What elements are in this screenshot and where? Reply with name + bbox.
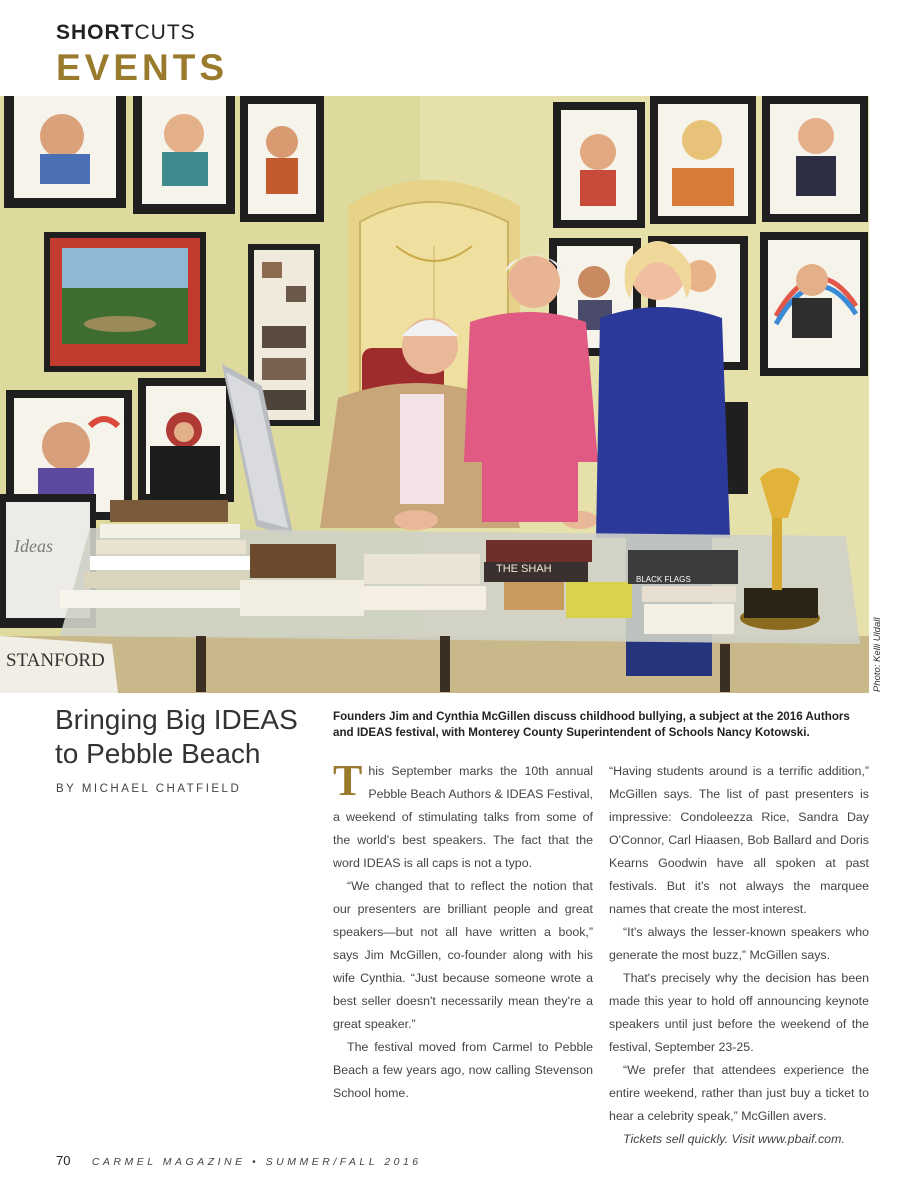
book-shah-title: THE SHAH xyxy=(496,563,552,575)
floor xyxy=(0,636,869,693)
page-footer xyxy=(56,1153,422,1168)
tickets-note: Tickets sell quickly. Visit www.pbaif.com. xyxy=(623,1132,845,1146)
frame-right-6 xyxy=(760,232,868,376)
headline-line-2: to Pebble Beach xyxy=(55,738,261,769)
paragraph-3: The festival moved from Carmel to Pebble Beach a few years ago, now calling Stevenson School home. xyxy=(333,1040,593,1100)
body-column-2 xyxy=(609,760,869,1151)
paragraph-1-text: his September marks the 10th annual Pebble Beach Authors & IDEAS Festival, a weekend of stimulating talks from some of the world's best speakers. The fact that the word IDEAS is all caps is not a typo. xyxy=(333,764,593,870)
section-title: EVENTS xyxy=(56,47,229,88)
frame-golf xyxy=(44,232,206,372)
photo-credit xyxy=(872,617,886,692)
paragraph-1 xyxy=(333,756,593,875)
newspaper-text: STANFORD xyxy=(6,650,105,671)
frame-top-left-3 xyxy=(240,96,324,222)
photo-illustration xyxy=(0,96,869,693)
kicker-light: CUTS xyxy=(134,21,196,44)
page-number: 70 xyxy=(56,1153,71,1168)
feature-photo xyxy=(0,96,869,693)
kicker-bold: SHORT xyxy=(56,21,135,44)
paragraph-2: “We changed that to reflect the notion that our presenters are brilliant people and great speakers—but not all have written a book,” says Jim McGillen, co-founder along with his wife Cynthia. “Just because someone wrote a best seller doesn't necessarily mean they're a great speaker.” xyxy=(333,879,593,1031)
section-header xyxy=(56,22,228,86)
paragraph-7: “We prefer that attendees experience the entire weekend, rather than just buy a ticket to hear a celebrity speak,” McGillen avers. xyxy=(609,1063,869,1123)
frame-top-left-2 xyxy=(133,96,235,214)
frame-right-1 xyxy=(553,102,645,228)
frame-right-3 xyxy=(762,96,868,222)
headline-line-1: Bringing Big IDEAS xyxy=(55,704,298,735)
ideas-frame-text: Ideas xyxy=(14,536,53,556)
frame-right-2 xyxy=(650,96,756,224)
book-black-flags-title: BLACK FLAGS xyxy=(636,575,691,584)
article-headline xyxy=(55,703,320,771)
photo-credit-text: Photo: Kelli Uldall xyxy=(872,617,883,692)
photo-caption: Founders Jim and Cynthia McGillen discuss childhood bullying, a subject at the 2016 Authors and IDEAS festival, with Monterey County Superintendent of Schools Nancy Kotowski. xyxy=(333,710,850,739)
drop-cap: T xyxy=(333,756,363,805)
publication-line: CARMEL MAGAZINE • SUMMER/FALL 2016 xyxy=(91,1156,422,1168)
byline: BY MICHAEL CHATFIELD xyxy=(56,783,242,795)
section-kicker xyxy=(56,22,228,43)
frame-top-left-1 xyxy=(4,96,126,208)
body-column-1 xyxy=(333,756,593,1105)
paragraph-6: That's precisely why the decision has been made this year to hold off announcing keynote speakers until just before the weekend of the festival, September 23-25. xyxy=(609,971,869,1054)
paragraph-5: “It's always the lesser-known speakers who generate the most buzz,” McGillen says. xyxy=(609,925,869,962)
paragraph-4: “Having students around is a terrific addition,” McGillen says. The list of past presenters is impressive: Condoleezza Rice, Sandra Day O'Connor, Carl Hiaasen, Bob Ballard and Doris Kearns Goodwin have all spoken at past festivals. But it's not always the marquee names that create the most interest. xyxy=(609,764,869,916)
